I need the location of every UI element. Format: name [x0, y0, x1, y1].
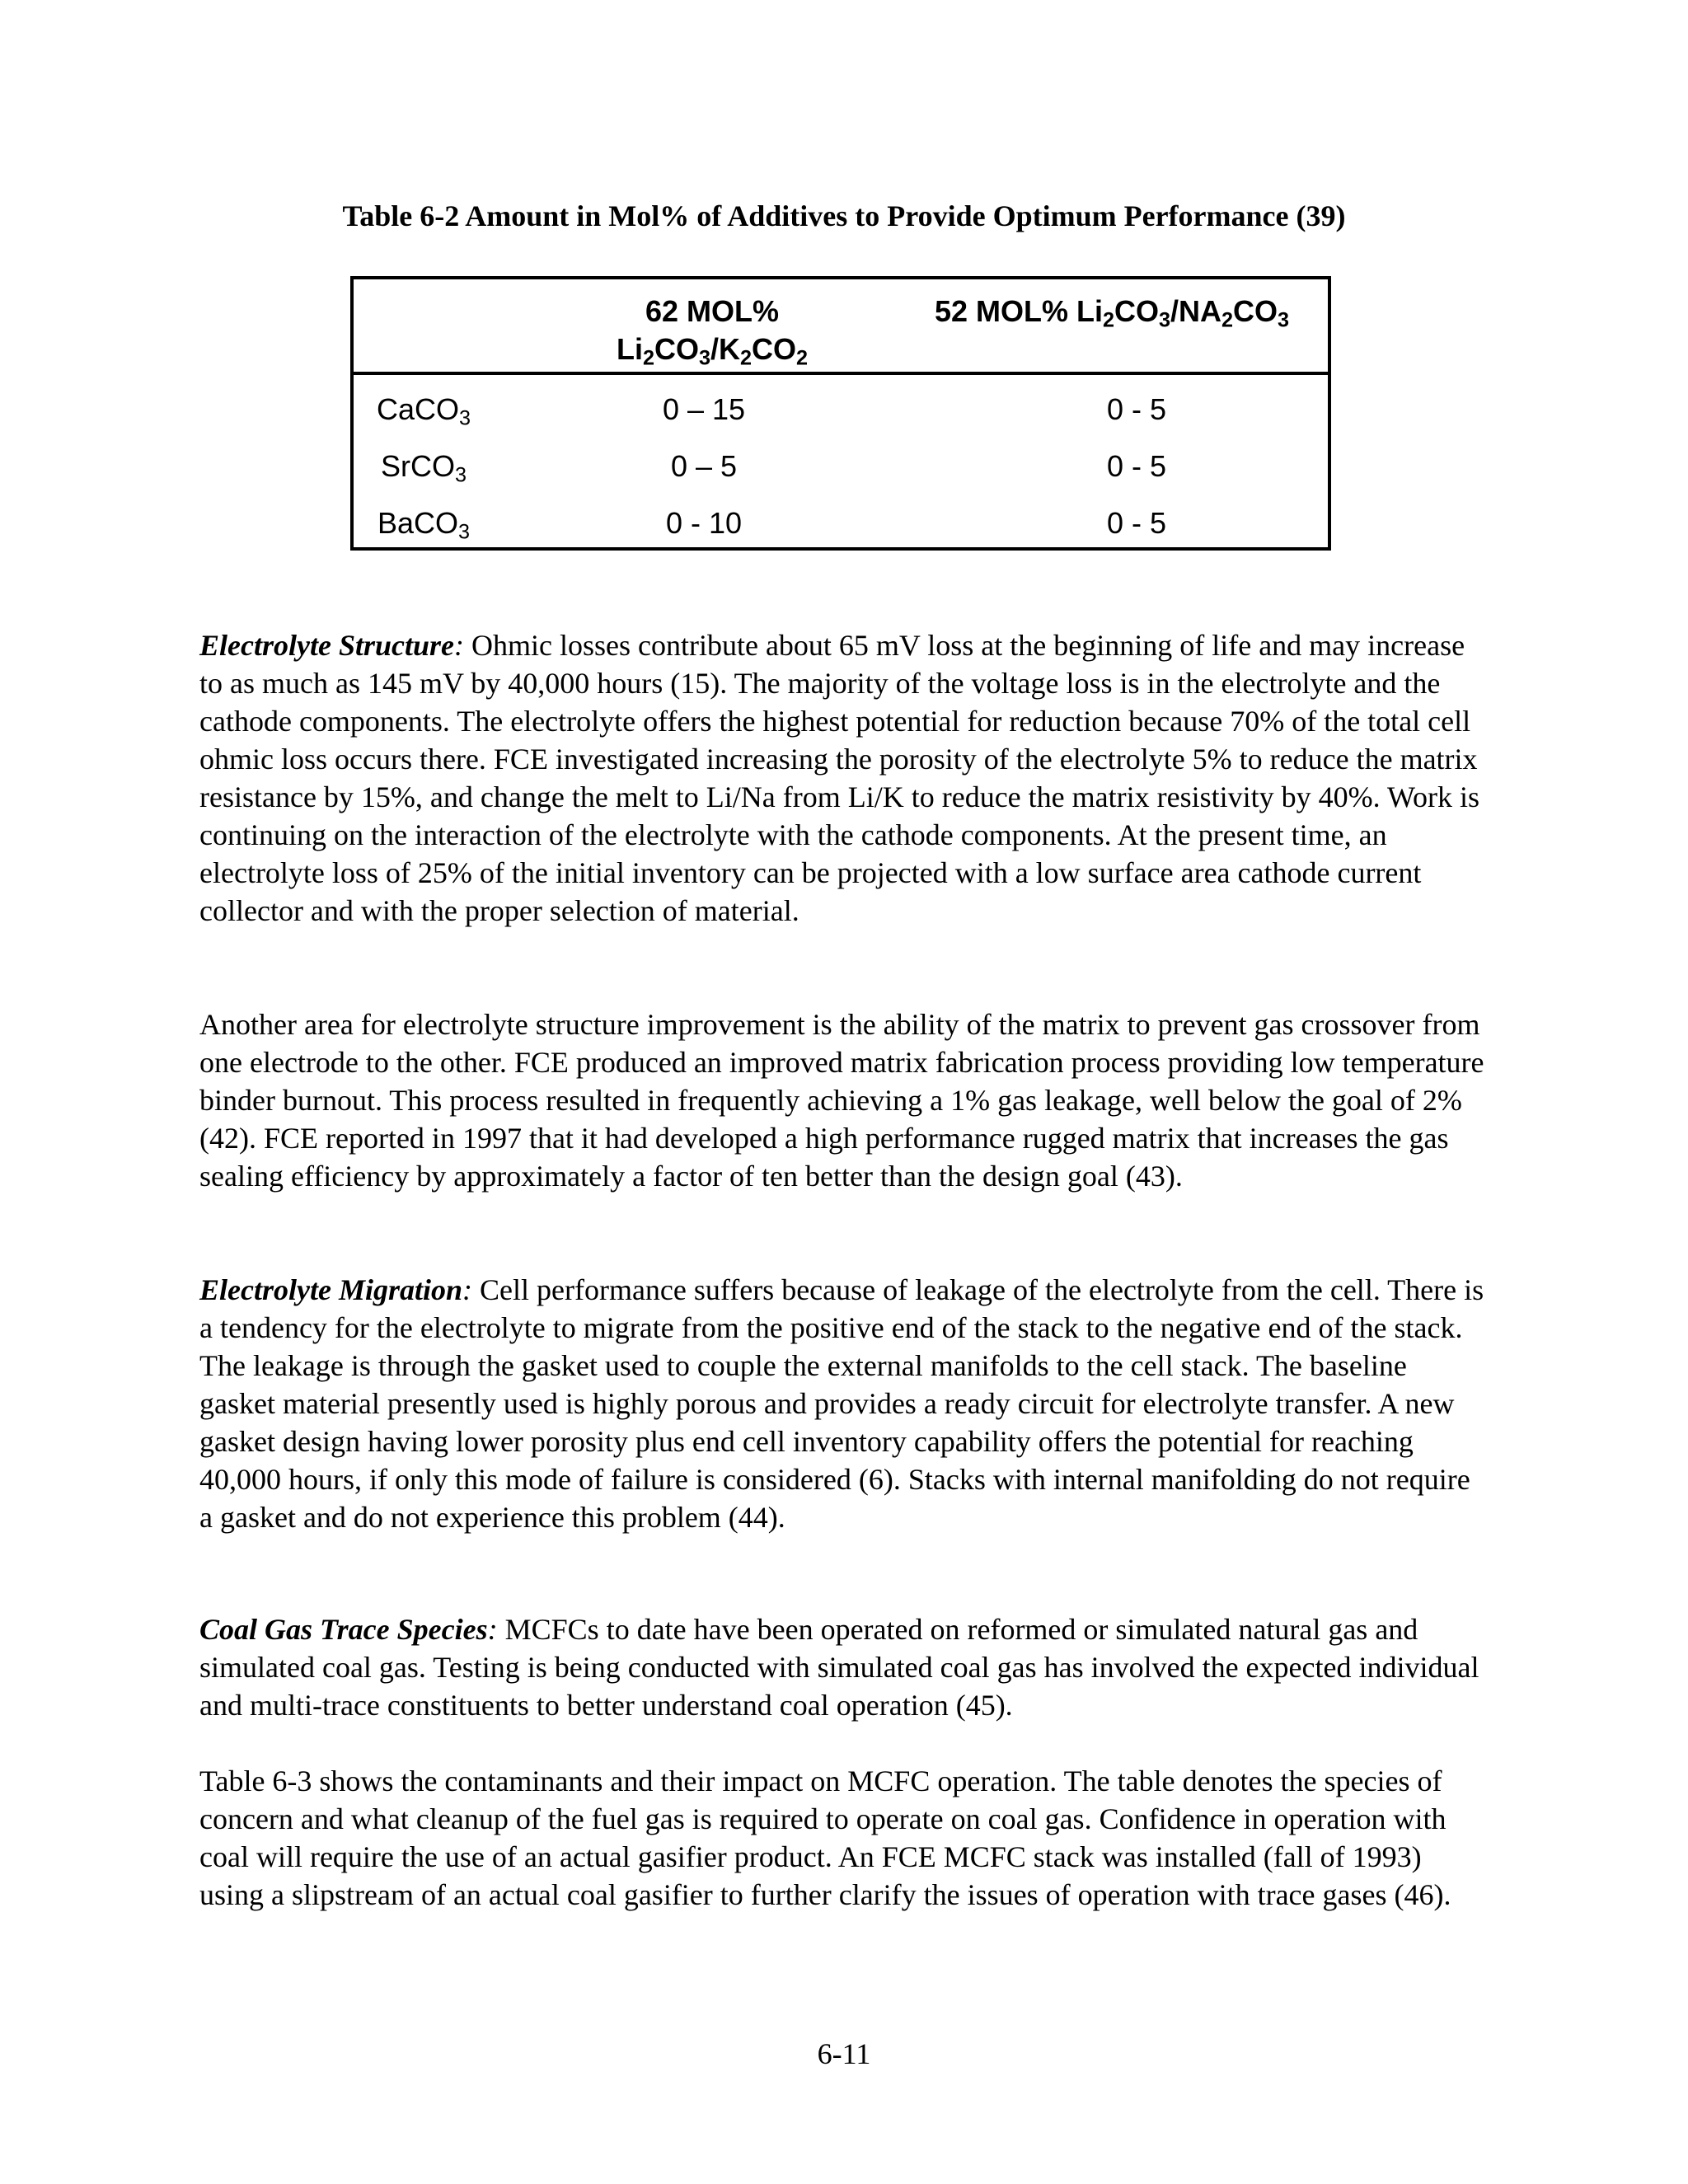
row-label: SrCO$_3$: [380, 449, 467, 487]
header-62-mol-line1: 62 MOL%: [645, 294, 780, 328]
row-value-52: 0 - 5: [1106, 506, 1167, 540]
row-value-62: 0 – 5: [670, 449, 738, 483]
row-value-62: 0 – 15: [662, 392, 746, 426]
paragraph-electrolyte-migration: Electrolyte Migration: Cell performance suffers because of leakage of the electrolyte from the cell. There is a tendency for the electrolyte to migrate from the positive end of the stack to the negative end of the stack. The leakage is through the gasket used to couple the external manifolds to the cell stack. The baseline gasket material presently used is highly porous and provides a ready circuit for electrolyte transfer. A new gasket design having lower porosity plus end cell inventory capability offers the potential for reaching 40,000 hours, if only this mode of failure is considered (6). Stacks with internal manifolding do not require a gasket and do not experience this problem (44).: [199, 1273, 1484, 1534]
header-62-mol: [564, 293, 860, 368]
header-62-mol-line2: $Li_2CO_3/K_2CO_2$: [616, 332, 809, 370]
table-header-row: [354, 279, 1328, 375]
paragraph-table-6-3: Table 6-3 shows the contaminants and their impact on MCFC operation. The table denotes the species of concern and what cleanup of the fuel gas is required to operate on coal gas. Confidence in operation with coal will require the use of an actual gasifier product. An FCE MCFC stack was installed (fall of 1993) using a slipstream of an actual coal gasifier to further clarify the issues of operation with trace gases (46).: [199, 1765, 1451, 1911]
paragraph-matrix-improvement: Another area for electrolyte structure improvement is the ability of the matrix to prevent gas crossover from one electrode to the other. FCE produced an improved matrix fabrication process providing low temperature binder burnout. This process resulted in frequently achieving a 1% gas leakage, well below the goal of 2% (42). FCE reported in 1997 that it had developed a high performance rugged matrix that increases the gas sealing efficiency by approximately a factor of ten better than the design goal (43).: [199, 1008, 1484, 1193]
page-number: 6-11: [817, 2037, 871, 2070]
paragraph-heading: Coal Gas Trace Species: [199, 1613, 488, 1646]
row-value-52: 0 - 5: [1106, 449, 1167, 483]
table-row: [354, 382, 1328, 438]
table-row: [354, 495, 1328, 551]
row-value-62: 0 - 10: [665, 506, 743, 540]
paragraph-text: Ohmic losses contribute about 65 mV loss at the beginning of life and may increase to as much as 145 mV by 40,000 hours (15). The majority of the voltage loss is in the electrolyte and the cathode components. The electrolyte offers the highest potential for reduction because 70% of the total cell ohmic loss occurs there. FCE investigated increasing the porosity of the electrolyte 5% to reduce the matrix resistance by 15%, and change the melt to Li/Na from Li/K to reduce the matrix resistivity by 40%. Work is continuing on the interaction of the electrolyte with the cathode components. At the present time, an electrolyte loss of 25% of the initial inventory can be projected with a low surface area cathode current collector and with the proper selection of material.: [199, 629, 1480, 927]
paragraph-heading: Electrolyte Structure: [199, 629, 454, 662]
paragraph-text: MCFCs to date have been operated on reformed or simulated natural gas and simulated coal gas. Testing is being conducted with simulated coal gas has involved the expected individual and multi-trace constituents to better understand coal operation (45).: [199, 1613, 1479, 1722]
row-label: CaCO$_3$: [376, 392, 471, 430]
table-row: [354, 438, 1328, 494]
header-52-mol: 52 MOL% $Li_2CO_3/NA_2CO_3$: [934, 294, 1290, 332]
row-label: BaCO$_3$: [377, 506, 471, 544]
table-title: Table 6-2 Amount in Mol% of Additives to Provide Optimum Performance (39): [342, 199, 1346, 232]
paragraph-coal-gas-trace-species: Coal Gas Trace Species: MCFCs to date have been operated on reformed or simulated natural gas and simulated coal gas. Testing is being conducted with simulated coal gas has involved the expected individual and multi-trace constituents to better understand coal operation (45).: [199, 1613, 1479, 1722]
additives-table: [350, 276, 1331, 551]
paragraph-text: Cell performance suffers because of leakage of the electrolyte from the cell. There is a tendency for the electrolyte to migrate from the positive end of the stack to the negative end of the stack. The leakage is through the gasket used to couple the external manifolds to the cell stack. The baseline gasket material presently used is highly porous and provides a ready circuit for electrolyte transfer. A new gasket design having lower porosity plus end cell inventory capability offers the potential for reaching 40,000 hours, if only this mode of failure is considered (6). Stacks with internal manifolding do not require a gasket and do not experience this problem (44).: [199, 1273, 1484, 1534]
paragraph-electrolyte-structure: Electrolyte Structure: Ohmic losses contribute about 65 mV loss at the beginning of life and may increase to as much as 145 mV by 40,000 hours (15). The majority of the voltage loss is in the electrolyte and the cathode components. The electrolyte offers the highest potential for reduction because 70% of the total cell ohmic loss occurs there. FCE investigated increasing the porosity of the electrolyte 5% to reduce the matrix resistance by 15%, and change the melt to Li/Na from Li/K to reduce the matrix resistivity by 40%. Work is continuing on the interaction of the electrolyte with the cathode components. At the present time, an electrolyte loss of 25% of the initial inventory can be projected with a low surface area cathode current collector and with the proper selection of material.: [199, 629, 1480, 927]
paragraph-heading: Electrolyte Migration: [199, 1273, 462, 1306]
row-value-52: 0 - 5: [1106, 392, 1167, 426]
